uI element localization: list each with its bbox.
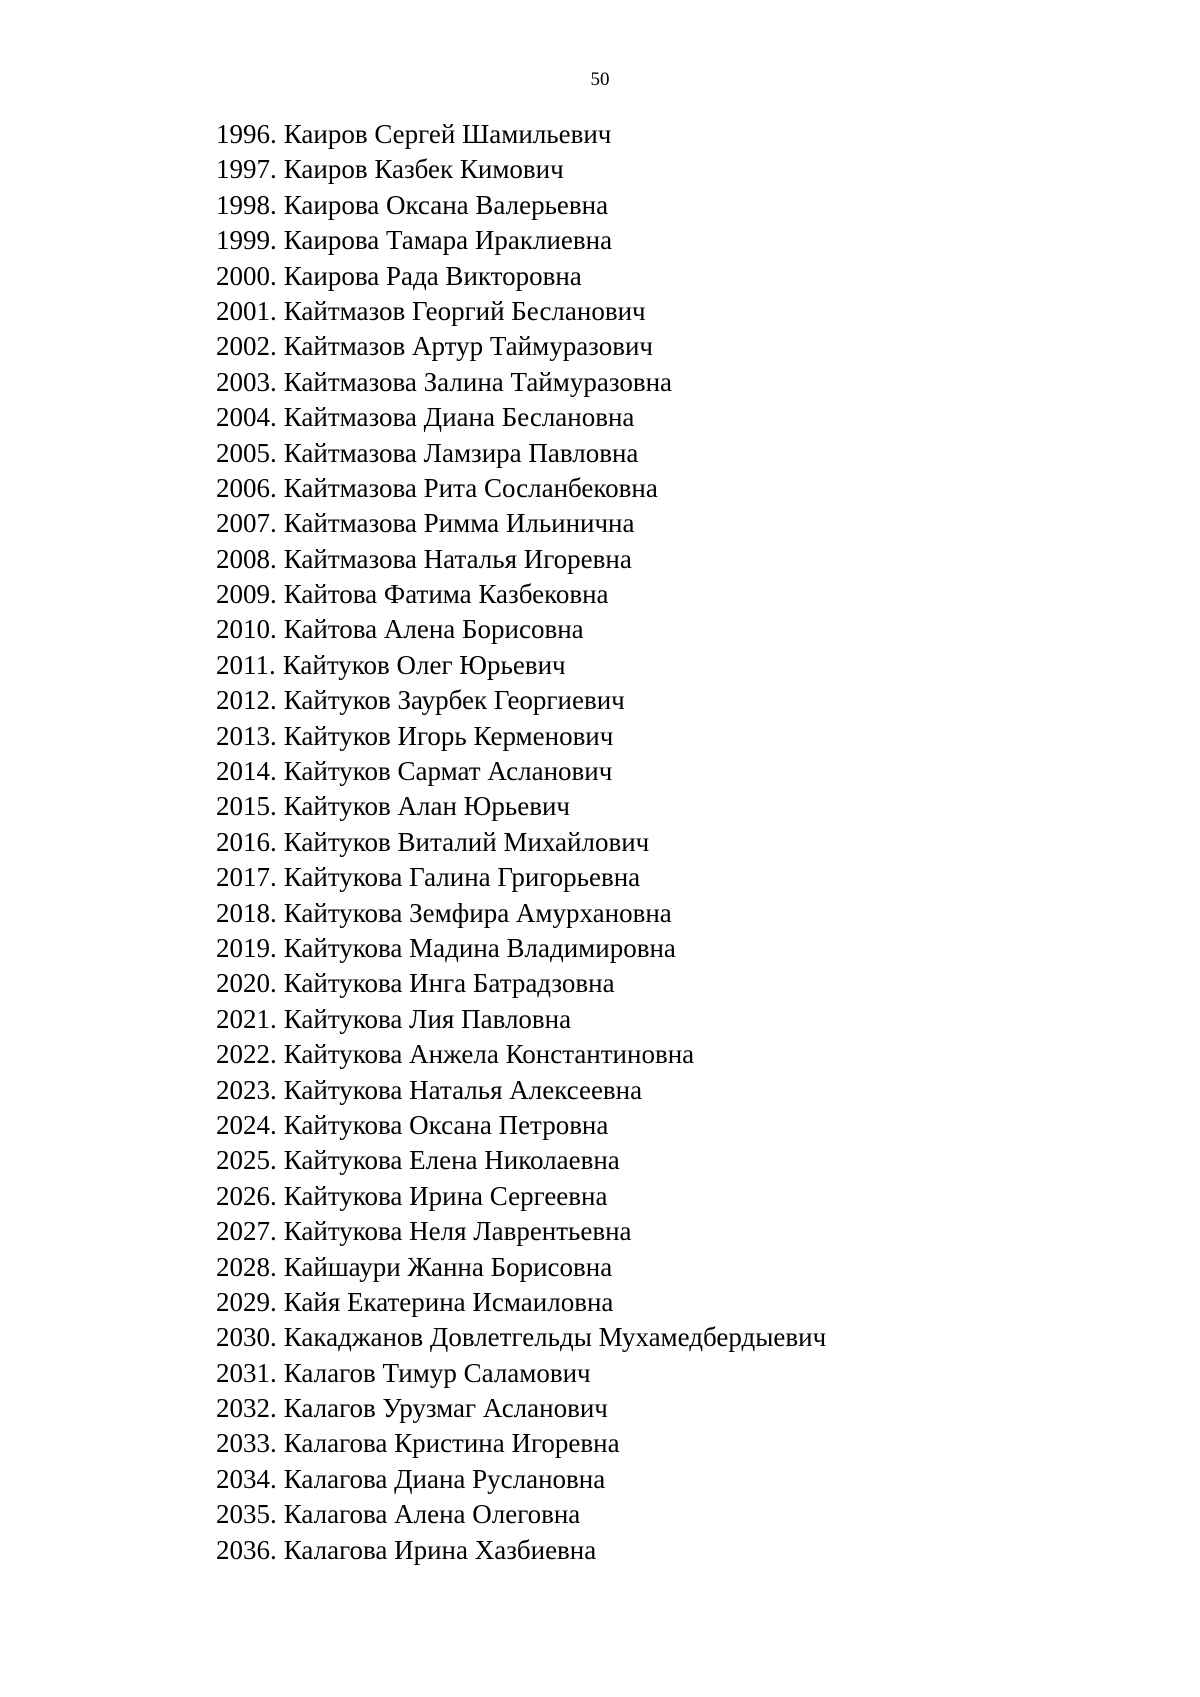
entry-number: 2010. — [216, 614, 277, 645]
entry-name: Кайтмазова Рита Сосланбековна — [283, 472, 658, 503]
list-item — [216, 648, 826, 683]
list-item — [216, 683, 826, 718]
entry-name: Кайтукова Оксана Петровна — [283, 1109, 609, 1140]
list-item — [216, 1497, 826, 1532]
list-item — [216, 188, 826, 223]
entry-name: Кайтмазова Римма Ильинична — [283, 508, 635, 539]
list-item — [216, 506, 826, 541]
entry-name: Каирова Оксана Валерьевна — [283, 189, 609, 220]
list-item — [216, 754, 826, 789]
list-item — [216, 577, 826, 612]
name-list — [216, 117, 826, 1568]
entry-number: 2035. — [216, 1499, 277, 1530]
entry-name: Кайтукова Ирина Сергеевна — [283, 1180, 608, 1211]
entry-name: Кайтмазова Наталья Игоревна — [283, 543, 632, 574]
list-item — [216, 1073, 826, 1108]
list-item — [216, 1002, 826, 1037]
entry-name: Каирова Рада Викторовна — [283, 260, 582, 291]
entry-number: 2014. — [216, 756, 277, 787]
list-item — [216, 294, 826, 329]
entry-number: 1997. — [216, 154, 277, 185]
list-item — [216, 860, 826, 895]
list-item — [216, 223, 826, 258]
entry-number: 2005. — [216, 437, 277, 468]
entry-number: 2000. — [216, 260, 277, 291]
entry-number: 1996. — [216, 119, 277, 149]
entry-name: Кайтукова Земфира Амурхановна — [283, 897, 672, 928]
list-item — [216, 259, 826, 294]
entry-number: 2032. — [216, 1393, 277, 1424]
entry-number: 2017. — [216, 862, 277, 893]
entry-name: Кайшаури Жанна Борисовна — [283, 1251, 613, 1282]
entry-number: 2022. — [216, 1039, 277, 1070]
entry-name: Кайтова Алена Борисовна — [283, 614, 584, 645]
entry-name: Кайтуков Алан Юрьевич — [283, 791, 571, 822]
entry-number: 2026. — [216, 1180, 277, 1211]
entry-number: 2031. — [216, 1357, 277, 1388]
page-number: 50 — [590, 69, 610, 90]
entry-number: 2023. — [216, 1074, 277, 1105]
list-item — [216, 896, 826, 931]
entry-number: 2027. — [216, 1216, 277, 1247]
entry-number: 2033. — [216, 1428, 277, 1459]
list-item — [216, 152, 826, 187]
entry-number: 2013. — [216, 720, 277, 751]
entry-name: Кайтмазова Ламзира Павловна — [283, 437, 639, 468]
list-item — [216, 1214, 826, 1249]
entry-name: Кайтукова Елена Николаевна — [283, 1145, 620, 1176]
list-item — [216, 1250, 826, 1285]
entry-name: Кайтукова Инга Батрадзовна — [283, 968, 615, 999]
list-item — [216, 1285, 826, 1320]
entry-number: 2007. — [216, 508, 277, 539]
entry-number: 2018. — [216, 897, 277, 928]
list-item — [216, 1037, 826, 1072]
entry-name: Кайтмазова Залина Таймуразовна — [283, 366, 673, 397]
list-item — [216, 1143, 826, 1178]
entry-name: Калагова Диана Руслановна — [283, 1463, 606, 1494]
entry-number: 2034. — [216, 1463, 277, 1494]
entry-name: Кайя Екатерина Исмаиловна — [283, 1286, 614, 1317]
list-item — [216, 1179, 826, 1214]
list-item — [216, 825, 826, 860]
entry-number: 1999. — [216, 225, 277, 256]
entry-number: 2025. — [216, 1145, 277, 1176]
list-item — [216, 365, 826, 400]
entry-number: 2020. — [216, 968, 277, 999]
entry-name: Каирова Тамара Ираклиевна — [283, 225, 613, 256]
entry-number: 2012. — [216, 685, 277, 716]
entry-number: 2021. — [216, 1003, 277, 1034]
entry-name: Кайтуков Виталий Михайлович — [283, 826, 650, 857]
list-item — [216, 1356, 826, 1391]
entry-name: Калагова Кристина Игоревна — [283, 1428, 620, 1459]
entry-number: 2011. — [216, 649, 276, 680]
entry-number: 2009. — [216, 579, 277, 610]
list-item — [216, 400, 826, 435]
list-item — [216, 1108, 826, 1143]
entry-name: Калагов Урузмаг Асланович — [283, 1393, 608, 1424]
list-item — [216, 117, 826, 152]
list-item — [216, 1320, 826, 1355]
entry-name: Кайтукова Наталья Алексеевна — [283, 1074, 643, 1105]
entry-number: 2001. — [216, 295, 277, 326]
list-item — [216, 1462, 826, 1497]
entry-number: 2006. — [216, 472, 277, 503]
entry-name: Калагова Ирина Хазбиевна — [283, 1534, 597, 1565]
list-item — [216, 542, 826, 577]
list-item — [216, 931, 826, 966]
entry-number: 2019. — [216, 932, 277, 963]
entry-name: Кайтмазов Георгий Бесланович — [283, 295, 646, 326]
entry-name: Каиров Казбек Кимович — [283, 154, 564, 185]
entry-name: Кайтуков Игорь Керменович — [283, 720, 614, 751]
entry-name: Кайтуков Сармат Асланович — [283, 756, 613, 787]
entry-name: Кайтукова Неля Лаврентьевна — [283, 1216, 632, 1247]
entry-number: 1998. — [216, 189, 277, 220]
entry-number: 2008. — [216, 543, 277, 574]
list-item — [216, 719, 826, 754]
entry-name: Калагов Тимур Саламович — [283, 1357, 591, 1388]
entry-name: Кайтмазова Диана Беслановна — [283, 402, 635, 433]
entry-name: Кайтукова Лия Павловна — [283, 1003, 572, 1034]
entry-number: 2015. — [216, 791, 277, 822]
list-item — [216, 612, 826, 647]
entry-number: 2004. — [216, 402, 277, 433]
entry-number: 2002. — [216, 331, 277, 362]
entry-name: Кайтмазов Артур Таймуразович — [283, 331, 653, 362]
list-item — [216, 1533, 826, 1568]
entry-name: Кайтукова Галина Григорьевна — [283, 862, 641, 893]
list-item — [216, 966, 826, 1001]
entry-name: Каиров Сергей Шамильевич — [283, 119, 612, 149]
entry-number: 2003. — [216, 366, 277, 397]
entry-number: 2028. — [216, 1251, 277, 1282]
entry-number: 2024. — [216, 1109, 277, 1140]
entry-number: 2030. — [216, 1322, 277, 1353]
entry-name: Калагова Алена Олеговна — [283, 1499, 581, 1530]
list-item — [216, 436, 826, 471]
entry-number: 2036. — [216, 1534, 277, 1565]
entry-name: Кайтукова Анжела Константиновна — [283, 1039, 695, 1070]
list-item — [216, 789, 826, 824]
entry-name: Кайтуков Олег Юрьевич — [282, 649, 566, 680]
list-item — [216, 1426, 826, 1461]
list-item — [216, 329, 826, 364]
list-item — [216, 471, 826, 506]
entry-number: 2016. — [216, 826, 277, 857]
entry-number: 2029. — [216, 1286, 277, 1317]
list-item — [216, 1391, 826, 1426]
entry-name: Кайтова Фатима Казбековна — [283, 579, 609, 610]
entry-name: Кайтукова Мадина Владимировна — [283, 932, 676, 963]
entry-name: Кайтуков Заурбек Георгиевич — [283, 685, 625, 716]
entry-name: Какаджанов Довлетгельды Мухамедбердыевич — [283, 1322, 827, 1353]
